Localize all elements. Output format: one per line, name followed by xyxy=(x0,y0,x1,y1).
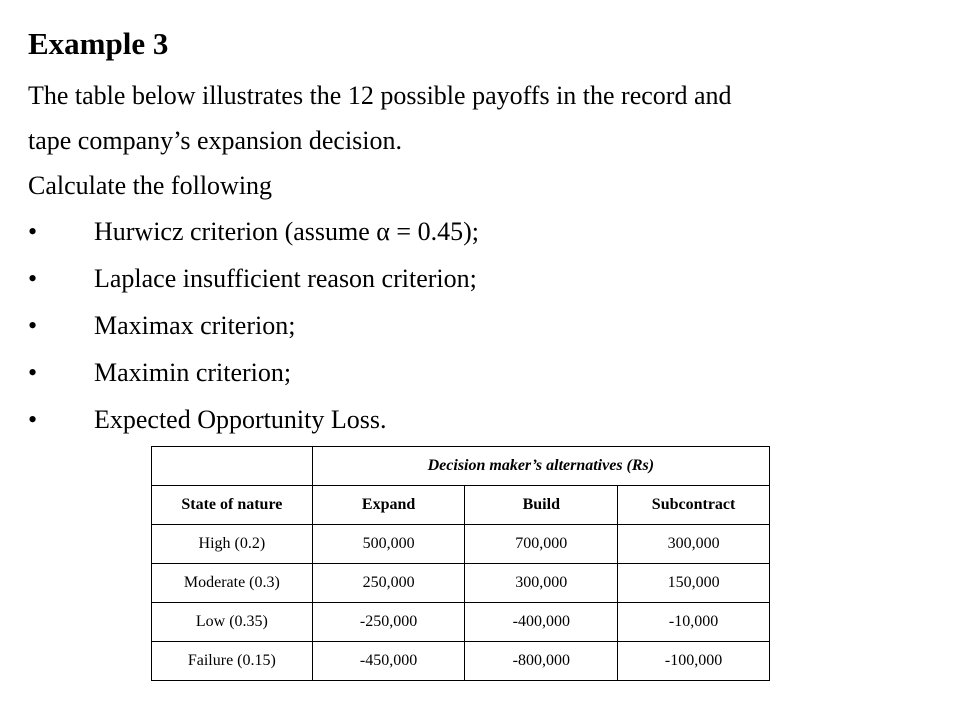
bullet-icon: • xyxy=(28,264,38,293)
bullet-text: Hurwicz criterion (assume α = 0.45); xyxy=(94,217,479,246)
table-row xyxy=(152,564,770,603)
slide-title: Example 3 xyxy=(28,26,169,61)
table-cell: 300,000 xyxy=(618,525,770,564)
table-corner-cell xyxy=(152,447,313,486)
table-cell: -400,000 xyxy=(465,603,618,642)
table-cell: -10,000 xyxy=(618,603,770,642)
bullet-icon: • xyxy=(28,311,38,340)
bullet-icon: • xyxy=(28,217,38,246)
column-header-expand: Expand xyxy=(312,486,465,525)
bullet-icon: • xyxy=(28,358,38,387)
table-cell: 500,000 xyxy=(312,525,465,564)
table-cell: Low (0.35) xyxy=(152,603,313,642)
table-cell: -800,000 xyxy=(465,642,618,681)
table-cell: High (0.2) xyxy=(152,525,313,564)
table-cell: Failure (0.15) xyxy=(152,642,313,681)
intro-line-2: tape company’s expansion decision. xyxy=(28,126,403,155)
intro-line-1: The table below illustrates the 12 possible payoffs in the record and xyxy=(28,81,732,110)
table-cell: -250,000 xyxy=(312,603,465,642)
table-cell: -450,000 xyxy=(312,642,465,681)
table-cell: 150,000 xyxy=(618,564,770,603)
table-cell: 700,000 xyxy=(465,525,618,564)
table-cell: Moderate (0.3) xyxy=(152,564,313,603)
bullet-text: Maximax criterion; xyxy=(94,311,296,340)
bullet-icon: • xyxy=(28,405,38,434)
table-header-row xyxy=(152,486,770,525)
table-row xyxy=(152,525,770,564)
column-header-build: Build xyxy=(465,486,618,525)
table-row xyxy=(152,603,770,642)
bullet-text: Maximin criterion; xyxy=(94,358,292,387)
alternatives-group-header: Decision maker’s alternatives (Rs) xyxy=(312,447,769,486)
payoff-table xyxy=(151,446,770,681)
bullet-text: Laplace insufficient reason criterion; xyxy=(94,264,477,293)
bullet-text: Expected Opportunity Loss. xyxy=(94,405,387,434)
table-group-header-row xyxy=(152,447,770,486)
intro-line-3: Calculate the following xyxy=(28,171,273,200)
column-header-state: State of nature xyxy=(152,486,313,525)
column-header-subcontract: Subcontract xyxy=(618,486,770,525)
table-cell: 300,000 xyxy=(465,564,618,603)
table-row xyxy=(152,642,770,681)
table-cell: 250,000 xyxy=(312,564,465,603)
table-cell: -100,000 xyxy=(618,642,770,681)
